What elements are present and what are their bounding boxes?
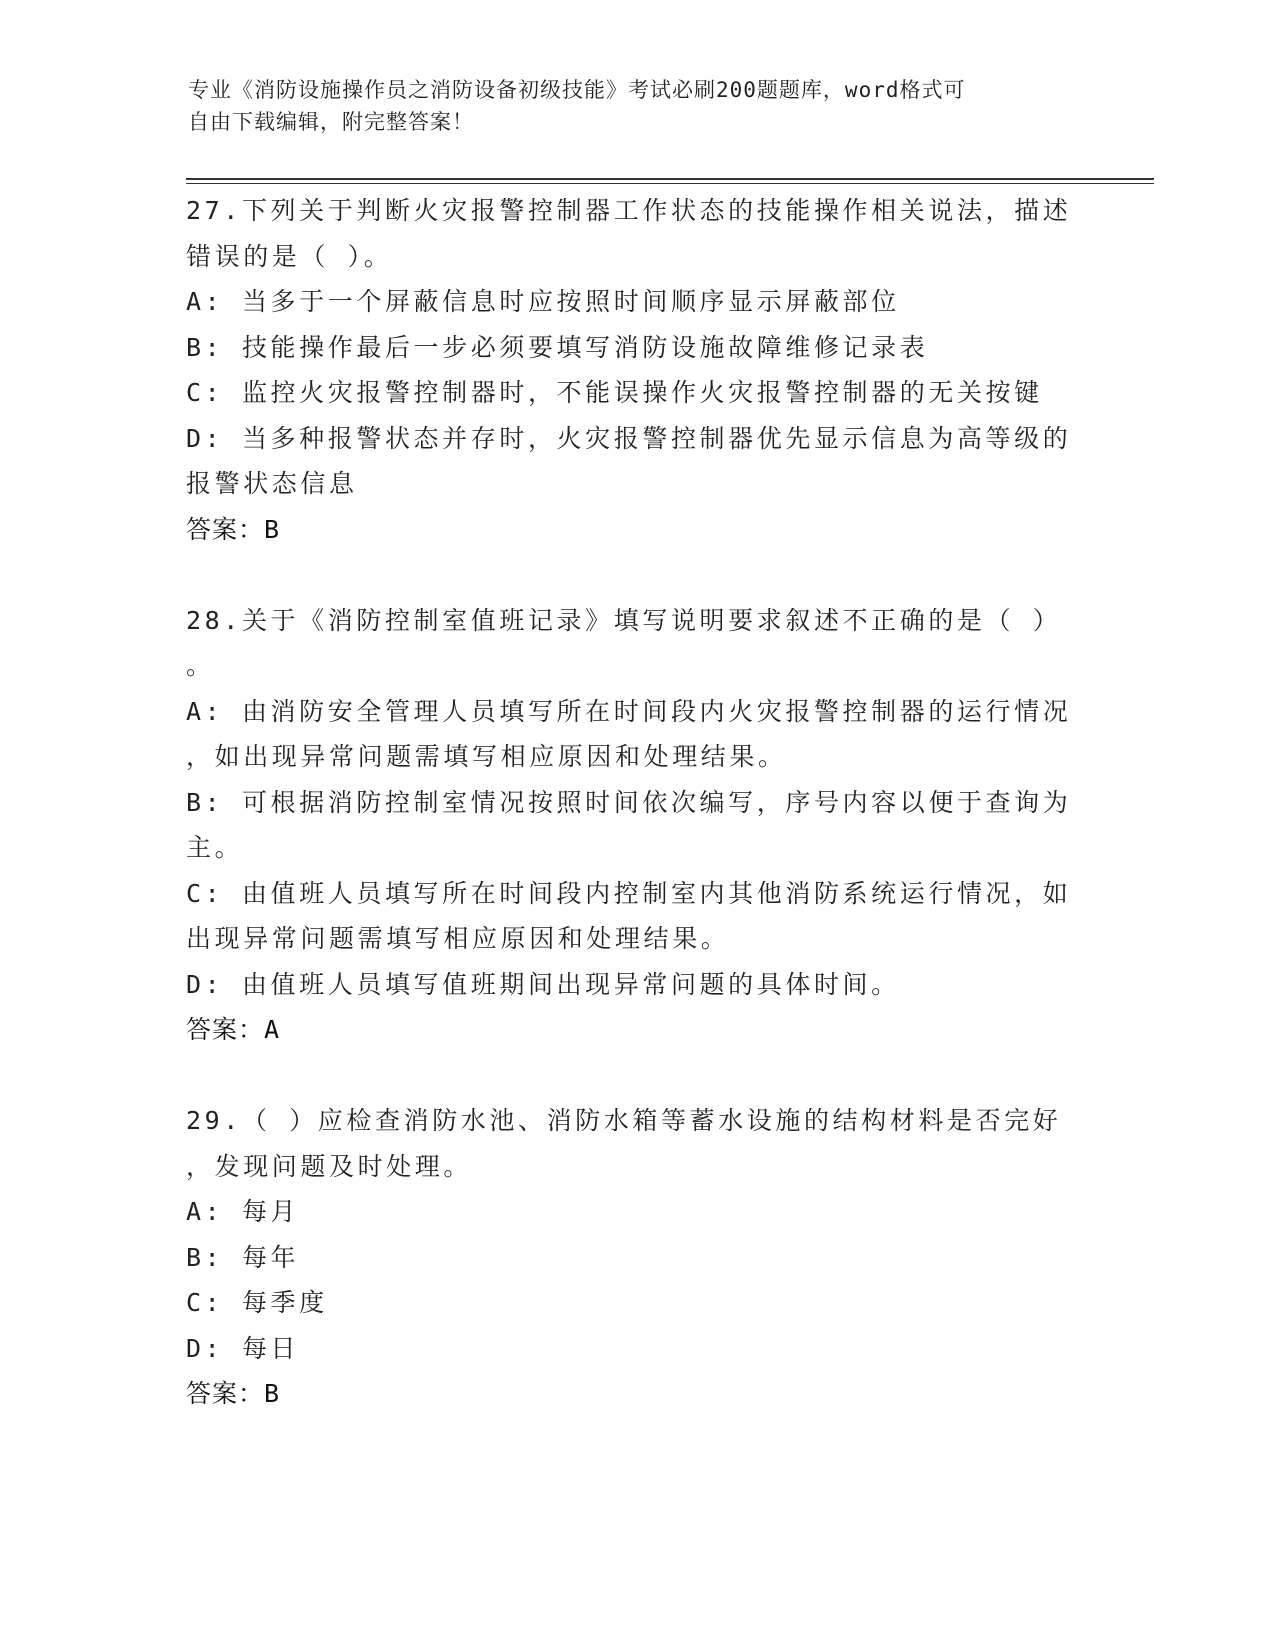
answer bbox=[186, 1007, 1086, 1053]
question-stem: 28.关于《消防控制室值班记录》填写说明要求叙述不正确的是（ ） bbox=[186, 605, 1062, 635]
answer-value: A bbox=[264, 1015, 281, 1044]
answer-value: B bbox=[264, 1379, 281, 1408]
option-c-continued: 出现异常问题需填写相应原因和处理结果。 bbox=[186, 924, 730, 953]
question-stem: 错误的是（ ）。 bbox=[186, 241, 393, 271]
option-c: C: 由值班人员填写所在时间段内控制室内其他消防系统运行情况，如 bbox=[186, 878, 1072, 908]
question-stem: ，发现问题及时处理。 bbox=[186, 1151, 473, 1181]
spacer bbox=[186, 1053, 1086, 1099]
question-28 bbox=[186, 598, 1086, 1053]
question-stem: 。 bbox=[186, 651, 215, 680]
option-a: A: 由消防安全管理人员填写所在时间段内火灾报警控制器的运行情况 bbox=[186, 696, 1072, 726]
option-a-continued: ，如出现异常问题需填写相应原因和处理结果。 bbox=[186, 742, 787, 771]
question-list bbox=[186, 188, 1086, 1417]
option-a: A: 当多于一个屏蔽信息时应按照时间顺序显示屏蔽部位 bbox=[186, 287, 900, 316]
answer-label: 答案： bbox=[186, 1379, 265, 1408]
question-stem: 27.下列关于判断火灾报警控制器工作状态的技能操作相关说法，描述 bbox=[186, 196, 1072, 225]
header-divider-thick bbox=[186, 178, 1154, 180]
answer bbox=[186, 507, 1086, 553]
option-b: B: 每年 bbox=[186, 1242, 300, 1272]
question-29 bbox=[186, 1098, 1086, 1417]
header-line-1: 专业《消防设施操作员之消防设备初级技能》考试必刷200题题库，word格式可 bbox=[188, 78, 966, 102]
option-b: B: 技能操作最后一步必须要填写消防设施故障维修记录表 bbox=[186, 332, 929, 362]
option-c: C: 每季度 bbox=[186, 1288, 328, 1317]
answer bbox=[186, 1371, 1086, 1417]
answer-label: 答案： bbox=[186, 1015, 265, 1044]
option-d: D: 每日 bbox=[186, 1333, 300, 1363]
option-d: D: 由值班人员填写值班期间出现异常问题的具体时间。 bbox=[186, 969, 900, 999]
spacer bbox=[186, 552, 1086, 598]
header-divider-thin bbox=[186, 183, 1154, 184]
header-line-2: 自由下载编辑，附完整答案！ bbox=[188, 110, 474, 134]
option-d: D: 当多种报警状态并存时，火灾报警控制器优先显示信息为高等级的 bbox=[186, 423, 1072, 453]
option-d-continued: 报警状态信息 bbox=[186, 469, 358, 498]
answer-value: B bbox=[264, 514, 281, 544]
question-stem: 29.（ ）应检查消防水池、消防水箱等蓄水设施的结构材料是否完好 bbox=[186, 1106, 1062, 1135]
option-b: B: 可根据消防控制室情况按照时间依次编写，序号内容以便于查询为 bbox=[186, 787, 1072, 817]
option-a: A: 每月 bbox=[186, 1197, 300, 1226]
option-b-continued: 主。 bbox=[186, 833, 244, 862]
option-c: C: 监控火灾报警控制器时，不能误操作火灾报警控制器的无关按键 bbox=[186, 378, 1043, 407]
answer-label: 答案： bbox=[186, 514, 265, 544]
page-header bbox=[188, 74, 1068, 138]
question-27 bbox=[186, 188, 1086, 552]
